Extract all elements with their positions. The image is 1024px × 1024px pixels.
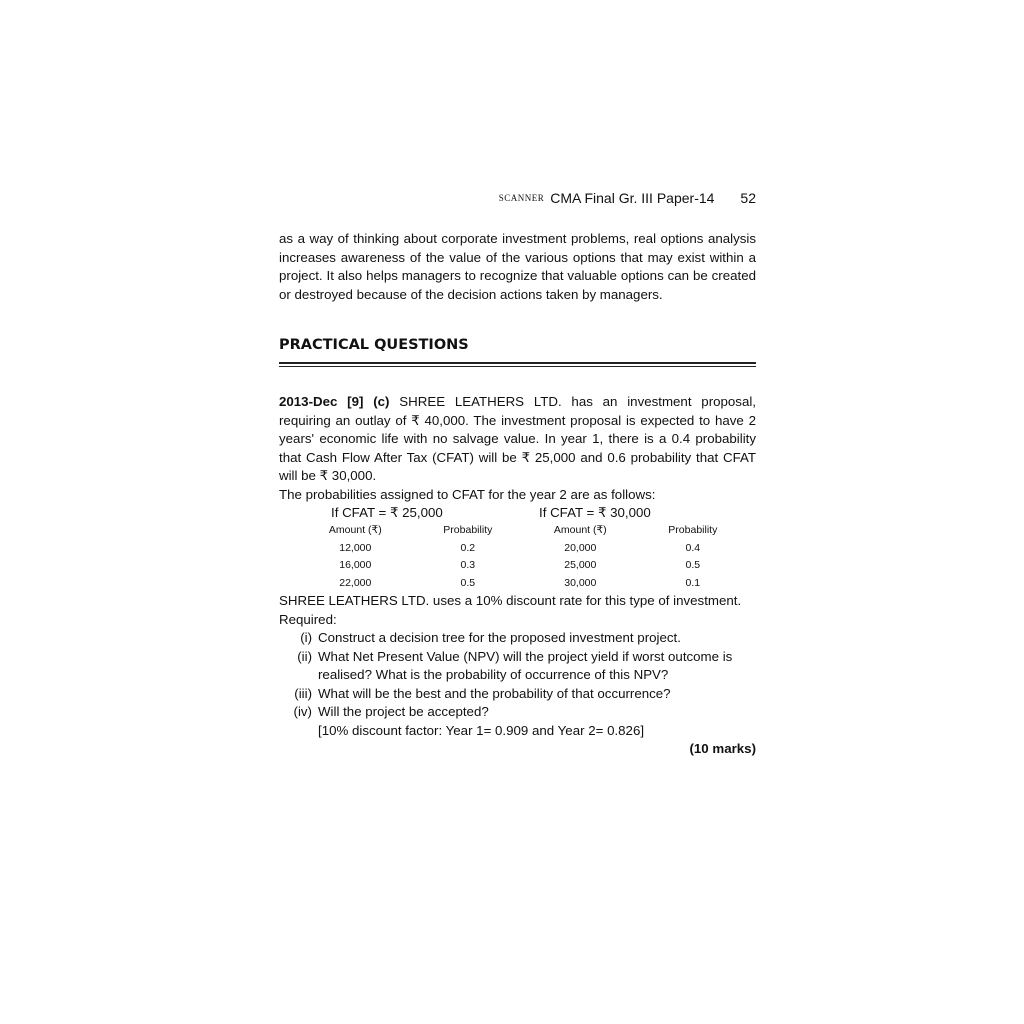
section-title: PRACTICAL QUESTIONS: [279, 337, 469, 353]
probability-table: [297, 522, 747, 592]
page-number: 52: [740, 190, 756, 206]
condition-right: If CFAT = ₹ 30,000: [539, 505, 651, 520]
question-paragraph: [279, 393, 756, 486]
table-header-row: [297, 522, 747, 540]
item-number: (iii): [294, 685, 312, 701]
header-amount-2: Amount (₹): [553, 524, 607, 536]
item-number: (i): [300, 630, 312, 645]
marks-label: (10 marks): [689, 741, 756, 756]
discount-sentence: SHREE LEATHERS LTD. uses a 10% discount rate for this type of investment.: [279, 593, 742, 608]
condition-row: [279, 504, 756, 522]
header-probability-1: Probability: [443, 524, 493, 536]
requirements-list: [279, 629, 756, 722]
discount-factor-note: [10% discount factor: Year 1= 0.909 and Year 2= 0.826]: [318, 722, 645, 738]
table-cell: 25,000: [564, 559, 597, 571]
table-cell: 0.2: [460, 541, 476, 554]
table-cell: 0.5: [460, 576, 476, 589]
table-cell: 0.5: [685, 559, 701, 571]
table-row: [297, 557, 747, 575]
scanner-logo: SCANNER: [498, 193, 545, 203]
item-text: Will the project be accepted?: [318, 704, 489, 719]
table-row: [297, 575, 747, 593]
table-cell: 0.4: [685, 541, 701, 554]
table-cell: 0.3: [460, 559, 476, 571]
table-cell: 30,000: [564, 576, 597, 589]
table-cell: 16,000: [339, 559, 372, 571]
list-item: [279, 685, 756, 704]
item-number: (iv): [293, 704, 312, 719]
table-cell: 12,000: [339, 541, 372, 554]
document-page: [279, 190, 756, 759]
list-item: [279, 629, 756, 648]
list-item: [279, 703, 756, 722]
probabilities-intro: The probabilities assigned to CFAT for the year 2 are as follows:: [279, 486, 656, 502]
required-label: Required:: [279, 611, 337, 627]
question-reference: 2013-Dec [9] (c): [279, 394, 390, 409]
section-divider: [279, 362, 756, 367]
header-probability-2: Probability: [668, 524, 718, 536]
book-title: CMA Final Gr. III Paper-14: [550, 190, 715, 206]
intro-paragraph: as a way of thinking about corporate investment problems, real options analysis increases awareness of the value of the various options that may exist within a project. It also helps managers to recognize that valuable options can be created or destroyed because of the decision actions taken by managers.: [279, 231, 756, 302]
item-number: (ii): [297, 648, 312, 664]
table-cell: 20,000: [564, 541, 597, 554]
list-item: [279, 648, 756, 685]
table-cell: 22,000: [339, 576, 372, 589]
item-text: Construct a decision tree for the proposed investment project.: [318, 630, 681, 645]
page-header: [279, 190, 756, 218]
item-text: What will be the best and the probability of that occurrence?: [318, 685, 671, 701]
table-row: [297, 540, 747, 558]
item-text: What Net Present Value (NPV) will the project yield if worst outcome is realised? What is the probability of occurrence of this NPV?: [318, 648, 733, 682]
table-cell: 0.1: [685, 576, 701, 589]
condition-left: If CFAT = ₹ 25,000: [331, 505, 443, 520]
question-text: SHREE LEATHERS LTD. has an investment proposal, requiring an outlay of ₹ 40,000. The investment proposal is expected to have 2 years' economic life with no salvage value. In year 1, there is a 0.4 probability that Cash Flow After Tax (CFAT) will be ₹ 25,000 and 0.6 probability that CFAT will be ₹ 30,000.: [279, 394, 757, 483]
header-amount-1: Amount (₹): [328, 524, 382, 536]
